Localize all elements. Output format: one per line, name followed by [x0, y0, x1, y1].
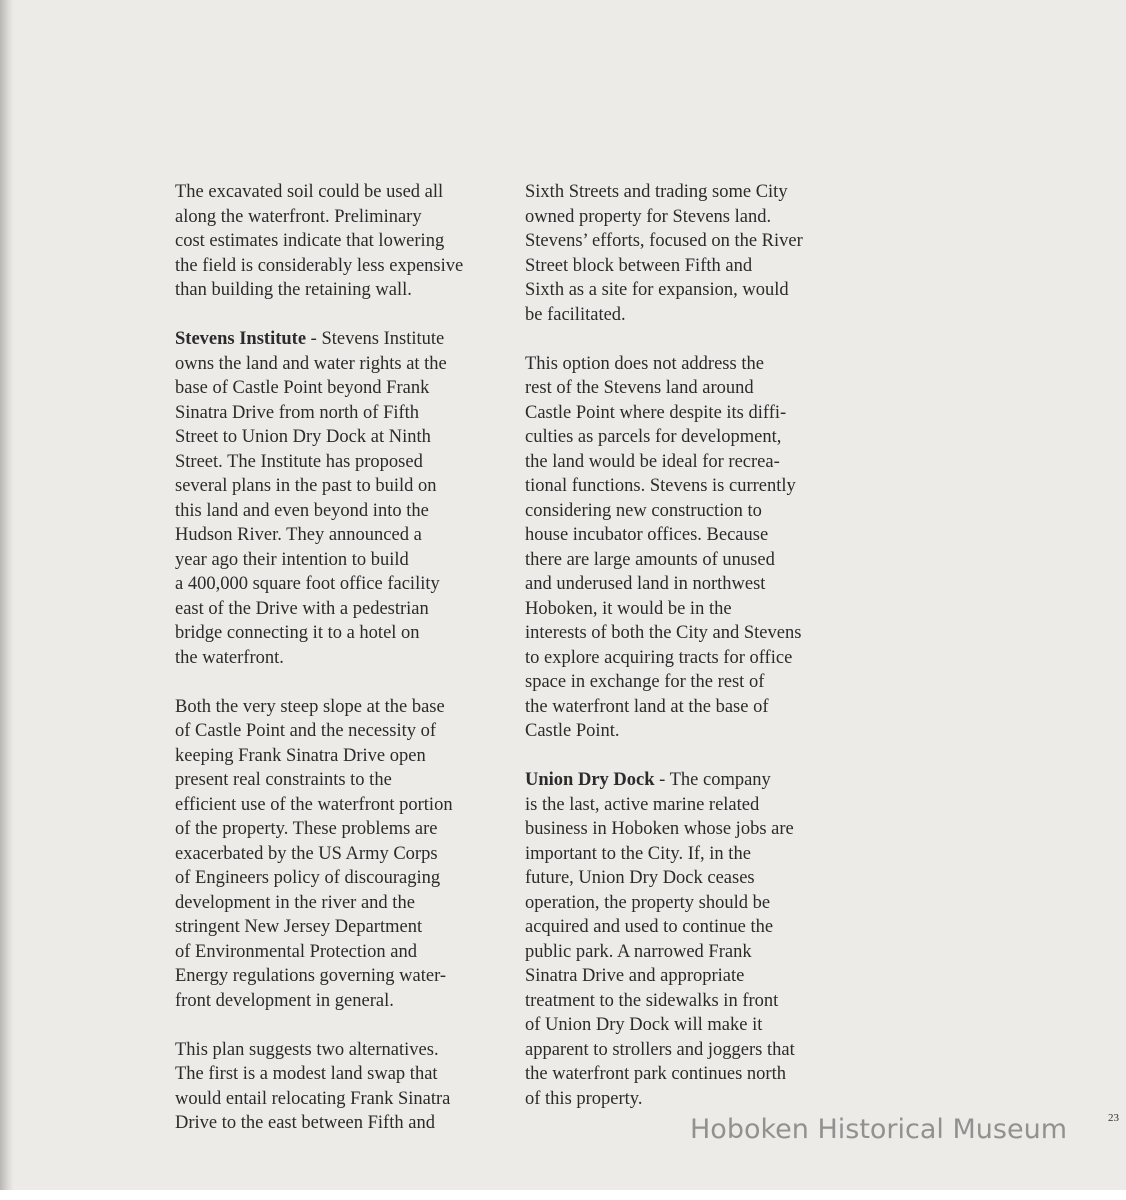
text-line: cost estimates indicate that lowering [175, 231, 445, 251]
paragraph [175, 180, 495, 303]
paragraph-gap [175, 1013, 495, 1038]
text-line: front development in general. [175, 990, 394, 1011]
paragraph [525, 352, 845, 744]
text-line: year ago their intention to build [175, 549, 409, 570]
text-line: rest of the Stevens land around [525, 378, 754, 398]
text-line: space in exchange for the rest of [525, 672, 765, 692]
text-line [525, 768, 845, 793]
museum-watermark: Hoboken Historical Museum [690, 1114, 1068, 1145]
text-line: and underused land in northwest [525, 574, 766, 594]
text-line: of Union Dry Dock will make it [525, 1015, 763, 1035]
text-line: This plan suggests two alternatives. [175, 1039, 439, 1060]
text-line: the field is considerably less expensive [175, 255, 464, 276]
text-line: Both the very steep slope at the base [175, 696, 445, 717]
text-line: several plans in the past to build on [175, 476, 437, 496]
text-line: present real constraints to the [175, 770, 392, 790]
text-line: interests of both the City and Stevens [525, 623, 802, 643]
text-line: Castle Point where despite its diffi- [525, 402, 787, 423]
text-line: Sinatra Drive from north of Fifth [175, 402, 420, 423]
text-line: important to the City. If, in the [525, 843, 751, 864]
text-line: efficient use of the waterfront portion [175, 794, 453, 815]
text-line: the land would be ideal for recrea- [525, 451, 780, 472]
page-fold-shadow [0, 0, 14, 1200]
text-line: the waterfront park continues north [525, 1064, 786, 1084]
text-line: this land and even beyond into the [175, 500, 429, 521]
text-run: - The company [654, 770, 771, 790]
text-line: exacerbated by the US Army Corps [175, 843, 438, 864]
text-line: house incubator offices. Because [525, 525, 769, 545]
text-line: Sixth as a site for expansion, would [525, 280, 789, 300]
paragraph [525, 180, 845, 327]
text-line: This option does not address the [525, 353, 764, 374]
paragraph-union-dry-dock [525, 768, 845, 1111]
text-line: Energy regulations governing water- [175, 966, 447, 986]
text-line: treatment to the sidewalks in front [525, 990, 779, 1011]
left-column [175, 180, 495, 1136]
text-line: there are large amounts of unused [525, 549, 775, 570]
paragraph-gap [525, 327, 845, 352]
text-line: Drive to the east between Fifth and [175, 1113, 435, 1133]
text-line: would entail relocating Frank Sinatra [175, 1088, 451, 1109]
paragraph-gap [175, 670, 495, 695]
text-line: stringent New Jersey Department [175, 917, 423, 937]
text-line: Stevens’ efforts, focused on the River [525, 231, 803, 251]
text-line: along the waterfront. Preliminary [175, 206, 422, 227]
text-line: keeping Frank Sinatra Drive open [175, 745, 426, 766]
text-line: Street block between Fifth and [525, 255, 753, 276]
paragraph-gap [175, 303, 495, 328]
text-line [175, 327, 495, 352]
paragraph [175, 695, 495, 1014]
text-line: a 400,000 square foot office facility [175, 574, 440, 594]
text-line: apparent to strollers and joggers that [525, 1039, 795, 1060]
text-line: The excavated soil could be used all [175, 182, 444, 202]
text-line: development in the river and the [175, 892, 415, 913]
page-bottom-edge [0, 1190, 1126, 1200]
text-line: future, Union Dry Dock ceases [525, 868, 755, 888]
text-line: the waterfront land at the base of [525, 696, 769, 717]
text-line: Hoboken, it would be in the [525, 598, 732, 619]
text-line: business in Hoboken whose jobs are [525, 819, 794, 839]
text-line: base of Castle Point beyond Frank [175, 378, 430, 398]
text-line: of this property. [525, 1088, 643, 1109]
text-line: public park. A narrowed Frank [525, 941, 752, 962]
text-line: considering new construction to [525, 500, 762, 521]
text-line: Sixth Streets and trading some City [525, 182, 788, 202]
text-run: - Stevens Institute [306, 329, 445, 349]
text-line: Hudson River. They announced a [175, 525, 422, 545]
text-line: be facilitated. [525, 304, 626, 325]
text-line: Street to Union Dry Dock at Ninth [175, 427, 431, 447]
text-line: operation, the property should be [525, 892, 771, 913]
text-line: acquired and used to continue the [525, 917, 774, 937]
text-line: owned property for Stevens land. [525, 206, 772, 227]
text-line: of the property. These problems are [175, 819, 438, 839]
paragraph-gap [525, 744, 845, 769]
text-line: east of the Drive with a pedestrian [175, 598, 429, 619]
section-lead-union-dry-dock: Union Dry Dock [525, 770, 655, 790]
text-line: is the last, active marine related [525, 794, 760, 815]
text-line: Castle Point. [525, 721, 620, 741]
paragraph [175, 1038, 495, 1136]
text-line: of Engineers policy of discouraging [175, 868, 441, 888]
text-line: of Castle Point and the necessity of [175, 721, 437, 741]
section-lead-stevens-institute: Stevens Institute [175, 329, 307, 349]
text-line: culties as parcels for development, [525, 427, 782, 447]
text-line: the waterfront. [175, 647, 284, 668]
paragraph-stevens-institute [175, 327, 495, 670]
text-line: to explore acquiring tracts for office [525, 647, 793, 668]
text-line: bridge connecting it to a hotel on [175, 623, 420, 643]
text-line: Street. The Institute has proposed [175, 451, 423, 472]
text-line: Sinatra Drive and appropriate [525, 966, 745, 986]
text-line: tional functions. Stevens is currently [525, 476, 796, 496]
text-line: The first is a modest land swap that [175, 1064, 438, 1084]
text-line: than building the retaining wall. [175, 280, 412, 300]
text-line: owns the land and water rights at the [175, 353, 447, 374]
text-line: of Environmental Protection and [175, 941, 417, 962]
right-column [525, 180, 845, 1111]
page-number: 23 [1108, 1112, 1119, 1124]
